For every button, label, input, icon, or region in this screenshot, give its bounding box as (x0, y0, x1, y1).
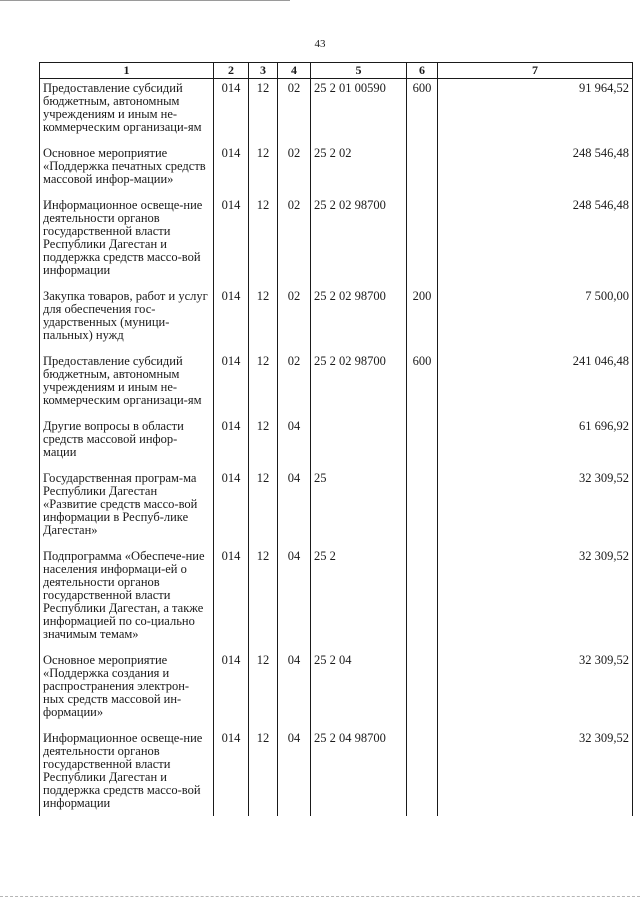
table-row (40, 144, 633, 196)
row-name-cell: Подпрограмма «Обеспече-ние населения информаци-ей о деятельности органов государственной власти Республики Дагестан, а также информацией по со-циально значимым темам» (40, 547, 214, 651)
row-name-cell: Информационное освеще-ние деятельности органов государственной власти Республики Дагестан и поддержка средств массо-вой информации (40, 729, 214, 816)
row-name-cell: Основное мероприятие «Поддержка печатных средств массовой инфор-мации» (40, 144, 214, 196)
section-cell: 12 (249, 287, 278, 352)
section-cell: 12 (249, 417, 278, 469)
target-article-cell: 25 2 04 (311, 651, 407, 729)
target-article-cell: 25 2 (311, 547, 407, 651)
bottom-scan-line (0, 896, 640, 897)
target-article-cell (311, 417, 407, 469)
section-cell: 12 (249, 469, 278, 547)
admin-code-cell: 014 (214, 547, 249, 651)
subsection-cell: 02 (278, 287, 311, 352)
table-row (40, 417, 633, 469)
admin-code-cell: 014 (214, 352, 249, 417)
table-row (40, 547, 633, 651)
expense-type-cell (407, 729, 438, 816)
admin-code-cell: 014 (214, 79, 249, 145)
amount-cell: 61 696,92 (438, 417, 633, 469)
section-cell: 12 (249, 144, 278, 196)
row-name-cell: Предоставление субсидий бюджетным, автономным учреждениям и иным не-коммерческим организаци-ям (40, 79, 214, 145)
column-header: 6 (407, 63, 438, 79)
amount-cell: 91 964,52 (438, 79, 633, 145)
amount-cell: 32 309,52 (438, 469, 633, 547)
target-article-cell: 25 2 02 (311, 144, 407, 196)
subsection-cell: 04 (278, 469, 311, 547)
subsection-cell: 02 (278, 196, 311, 287)
row-name-cell: Государственная програм-ма Республики Дагестан «Развитие средств массо-вой информации в Респуб-лике Дагестан» (40, 469, 214, 547)
row-name-cell: Другие вопросы в области средств массовой инфор-мации (40, 417, 214, 469)
table-row (40, 287, 633, 352)
column-header: 7 (438, 63, 633, 79)
subsection-cell: 02 (278, 79, 311, 145)
expense-type-cell (407, 196, 438, 287)
budget-table (39, 62, 633, 816)
expense-type-cell (407, 417, 438, 469)
amount-cell: 32 309,52 (438, 729, 633, 816)
admin-code-cell: 014 (214, 144, 249, 196)
section-cell: 12 (249, 352, 278, 417)
table-row (40, 196, 633, 287)
row-name-cell: Закупка товаров, работ и услуг для обеспечения гос-ударственных (муници-пальных) нужд (40, 287, 214, 352)
expense-type-cell: 200 (407, 287, 438, 352)
section-cell: 12 (249, 729, 278, 816)
amount-cell: 7 500,00 (438, 287, 633, 352)
row-name-cell: Информационное освеще-ние деятельности органов государственной власти Республики Дагестан и поддержка средств массо-вой информации (40, 196, 214, 287)
page-number: 43 (314, 38, 326, 50)
section-cell: 12 (249, 651, 278, 729)
table-body (40, 79, 633, 817)
admin-code-cell: 014 (214, 196, 249, 287)
amount-cell: 32 309,52 (438, 547, 633, 651)
section-cell: 12 (249, 547, 278, 651)
admin-code-cell: 014 (214, 729, 249, 816)
target-article-cell: 25 2 01 00590 (311, 79, 407, 145)
target-article-cell: 25 2 02 98700 (311, 287, 407, 352)
subsection-cell: 04 (278, 651, 311, 729)
subsection-cell: 02 (278, 352, 311, 417)
subsection-cell: 02 (278, 144, 311, 196)
row-name-cell: Основное мероприятие «Поддержка создания и распространения электрон-ных средств массовой ин-формации» (40, 651, 214, 729)
target-article-cell: 25 2 04 98700 (311, 729, 407, 816)
column-header: 5 (311, 63, 407, 79)
target-article-cell: 25 2 02 98700 (311, 196, 407, 287)
admin-code-cell: 014 (214, 417, 249, 469)
expense-type-cell: 600 (407, 352, 438, 417)
section-cell: 12 (249, 196, 278, 287)
expense-type-cell (407, 469, 438, 547)
column-header: 2 (214, 63, 249, 79)
table-row (40, 729, 633, 816)
table-row (40, 352, 633, 417)
amount-cell: 241 046,48 (438, 352, 633, 417)
subsection-cell: 04 (278, 729, 311, 816)
top-rule (0, 0, 290, 1)
table-row (40, 651, 633, 729)
expense-type-cell (407, 651, 438, 729)
expense-type-cell (407, 144, 438, 196)
table-header-row (40, 63, 633, 79)
target-article-cell: 25 (311, 469, 407, 547)
section-cell: 12 (249, 79, 278, 145)
expense-type-cell (407, 547, 438, 651)
amount-cell: 248 546,48 (438, 144, 633, 196)
column-header: 4 (278, 63, 311, 79)
table-row (40, 79, 633, 145)
subsection-cell: 04 (278, 547, 311, 651)
table-row (40, 469, 633, 547)
admin-code-cell: 014 (214, 651, 249, 729)
amount-cell: 32 309,52 (438, 651, 633, 729)
admin-code-cell: 014 (214, 287, 249, 352)
row-name-cell: Предоставление субсидий бюджетным, автономным учреждениям и иным не-коммерческим организаци-ям (40, 352, 214, 417)
target-article-cell: 25 2 02 98700 (311, 352, 407, 417)
amount-cell: 248 546,48 (438, 196, 633, 287)
column-header: 3 (249, 63, 278, 79)
expense-type-cell: 600 (407, 79, 438, 145)
admin-code-cell: 014 (214, 469, 249, 547)
subsection-cell: 04 (278, 417, 311, 469)
column-header: 1 (40, 63, 214, 79)
